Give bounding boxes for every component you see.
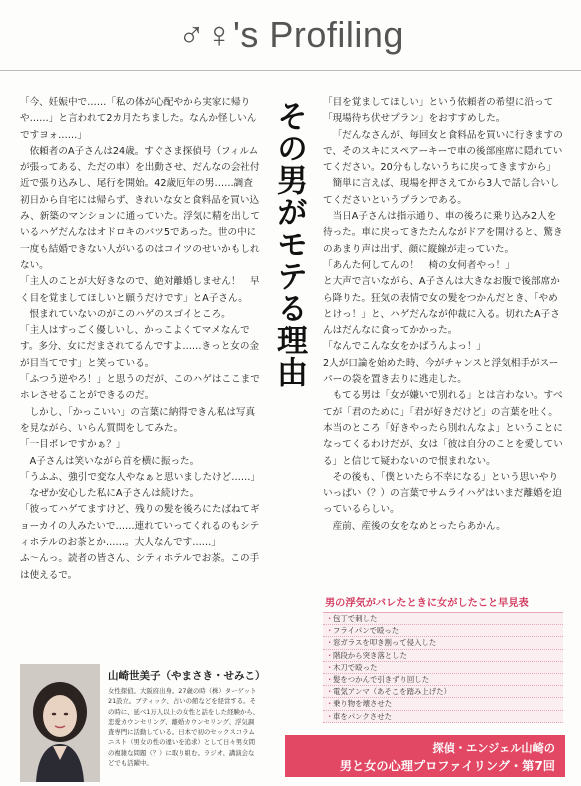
cheat-sheet-item — [323, 625, 563, 637]
author-bio: 女性探偵。大阪府出身。27歳の時（株）ターゲット21設立。ブティック、占いの館などを経営する。その時に、延べ1万人以上の女性と話をした経験から、恋愛カウンセリング、離婚カウンセリング、浮気調査専門に活動している。日本で初のセックスコラムニスト（男女の性の違いを追求）として日々男女間の複雑な問題（？）に取り組む。ラジオ、講演会などでも活躍中。 — [108, 687, 260, 768]
article-paragraph: A子さんは笑いながら首を横に振った。 — [29, 455, 200, 467]
right-text-column — [323, 95, 563, 535]
header-divider — [0, 70, 581, 71]
vertical-article-title: その男がモテる理由 — [271, 100, 307, 388]
bullet-icon: ・ — [326, 699, 334, 709]
series-banner — [285, 735, 565, 777]
cheat-sheet-item-label: 包丁で刺した — [333, 614, 378, 623]
article-paragraph: 産前、産後の女をなめとったらあかん。 — [332, 520, 506, 532]
article-paragraph: 簡単に言えば、現場を押さえてから3人で話し合いしてくださいというプランである。 — [323, 178, 560, 206]
article-paragraph: 「なんでこんな女をかばうんよっ！」 — [323, 341, 487, 353]
series-banner-line2: 男と女の心理プロファイリング・第7回 — [339, 759, 555, 773]
bullet-icon: ・ — [326, 614, 334, 623]
author-profile — [20, 664, 266, 786]
article-paragraph: なぜか安心した私にA子さんは続けた。 — [29, 488, 200, 500]
article-paragraph: と大声で言いながら、A子さんは大きなお腹で後部席から降りた。狂気の表情で女の髪をつかんだとき、「やめとけっ！」と、ハゲだんなが仲裁に入る。切れたA子さんはだんなに食ってかかった。 — [323, 276, 560, 337]
bullet-icon: ・ — [326, 674, 334, 684]
article-paragraph: 「彼ってハゲてますけど、残りの髪を後ろにたばねてギョーカイの人みたいで……連れていってくれるのもシティホテルのお茶とか……。大人なんです……」 — [20, 504, 260, 549]
cheat-sheet-item-label: フライパンで殴った — [333, 626, 400, 636]
article-paragraph: もてる男は「女が嫌いで別れる」とは言わない。すべてが「君のために」「君が好きだけど」の言葉を吐く。本当のところ「好きやったら別れんなよ」ということになってくるわけだが、女は「彼は自分のことを愛している」と信じて疑わないので恨まれない。 — [323, 390, 563, 467]
article-paragraph: 依頼者のA子さんは24歳。すぐさま探偵号（フィルムが張ってある、ただの車）を出動させ、だんなの会社付近で張り込みし、尾行を開始。42歳厄年の男……調査初日から自宅には帰らず、きれいな女と食料品を買い込み、新築のマンションに通っていた。浮気に精を出しているハゲだんなはオドロキのバツ5であった。世の中に一度も結婚できない人がいるのはコイツのせいかもしれない。 — [20, 145, 260, 271]
cheat-sheet-item-label: 髪をつかんで引きずり回した — [333, 674, 430, 684]
author-name: 山崎世美子（やまさき・せみこ） — [108, 670, 266, 682]
cheat-sheet-box — [323, 596, 563, 723]
cheat-sheet-item — [323, 662, 563, 674]
bullet-icon: ・ — [326, 638, 334, 648]
article-paragraph: 「うふふ、強引で変な人やなぁと思いましたけど……」 — [20, 471, 261, 483]
cheat-sheet-item — [323, 613, 563, 625]
article-paragraph: 「あんた何してんの！ 椅の女何者やっ！」 — [323, 259, 515, 271]
cheat-sheet-item — [323, 674, 563, 686]
cheat-sheet-item — [323, 686, 563, 698]
article-paragraph: 恨まれていないのがこのハゲのスゴイところ。 — [29, 308, 231, 320]
article-paragraph: 「ふつう逆やろ！」と思うのだが、このハゲはここまでホレさせることができるのだ。 — [20, 374, 260, 402]
article-paragraph: しかし、「かっこいい」の言葉に納得できん私は写真を見ながら、いらん質問をしてみた。 — [20, 406, 256, 434]
article-paragraph: 「主人のことが大好きなので、絶対離婚しません！ 早く目を覚ましてほしいと願うだけです」とA子さん。 — [20, 276, 260, 304]
cheat-sheet-item — [323, 711, 563, 723]
bullet-icon: ・ — [326, 650, 334, 660]
cheat-sheet-list — [323, 612, 563, 723]
article-paragraph: 当日A子さんは指示通り、車の後ろに乗り込み2人を待った。車に戻ってきたたんながドアを開けると、驚きのあまり声は出ず、顔に縦線が走っていた。 — [323, 211, 563, 255]
bullet-icon: ・ — [326, 626, 334, 636]
article-paragraph: 2人が口論を始めた時、今がチャンスと浮気相手がスーパーの袋を置き去りに逃走した。 — [323, 357, 559, 386]
cheat-sheet-item-label: 乗り物を壊させた — [333, 699, 393, 709]
author-photo — [20, 664, 100, 782]
cheat-sheet-heading: 男の浮気がバレたときに女がしたこと早見表 — [325, 598, 529, 609]
article-paragraph: ふ～んっ。読者の皆さん、シティホテルでお茶。この手は使えるで。 — [20, 553, 260, 581]
cheat-sheet-item-label: 車をパンクさせた — [333, 711, 392, 721]
article-paragraph: 「目を覚ましてほしい」という依頼者の希望に沿って「現場待ち伏せプラン」をおすすめした。 — [323, 97, 554, 125]
article-paragraph: 「主人はすっごく優しいし、かっこよくてマメなんです。多分、女にだまされてるんですよ……きっと女の金が目当てです」と笑っている。 — [20, 325, 260, 369]
article-paragraph: 「一目ボレですかぁ？」 — [20, 439, 126, 451]
article-paragraph: 「だんなさんが、毎回女と食料品を買いに行きますので、そのスキにスペアーキーで車の後部座席に隠れていてください。20分もしないうちに戻ってきますから」 — [323, 129, 563, 174]
cheat-sheet-item — [323, 637, 563, 649]
cheat-sheet-item-label: 階段から突き落とした — [333, 650, 407, 660]
article-paragraph: 「今、妊娠中で……「私の体が心配やから実家に帰りや……」と言われて2カ月たちました。なんか怪しいんですヨォ……」 — [20, 97, 257, 141]
cheat-sheet-item-label: 窓ガラスを叩き割って侵入した — [333, 638, 437, 648]
series-banner-line1: 探偵・エンジェル山崎の — [432, 742, 555, 755]
cheat-sheet-item — [323, 650, 563, 662]
bullet-icon: ・ — [326, 662, 334, 672]
left-text-column — [20, 95, 260, 584]
article-paragraph: その後も、「僕といたら不幸になる」という思いやりいっぱい（？）の言葉でサムライハゲはいまだ離婚を迫っているらしい。 — [323, 471, 562, 516]
cheat-sheet-item-label: 電気アンマ（あそこを踏み上げた） — [333, 687, 451, 697]
page-header-title: ♂♀'s Profiling — [178, 14, 404, 55]
bullet-icon: ・ — [326, 687, 334, 697]
bullet-icon: ・ — [326, 711, 334, 721]
cheat-sheet-item — [323, 698, 563, 710]
cheat-sheet-item-label: 木刀で殴った — [333, 662, 378, 672]
